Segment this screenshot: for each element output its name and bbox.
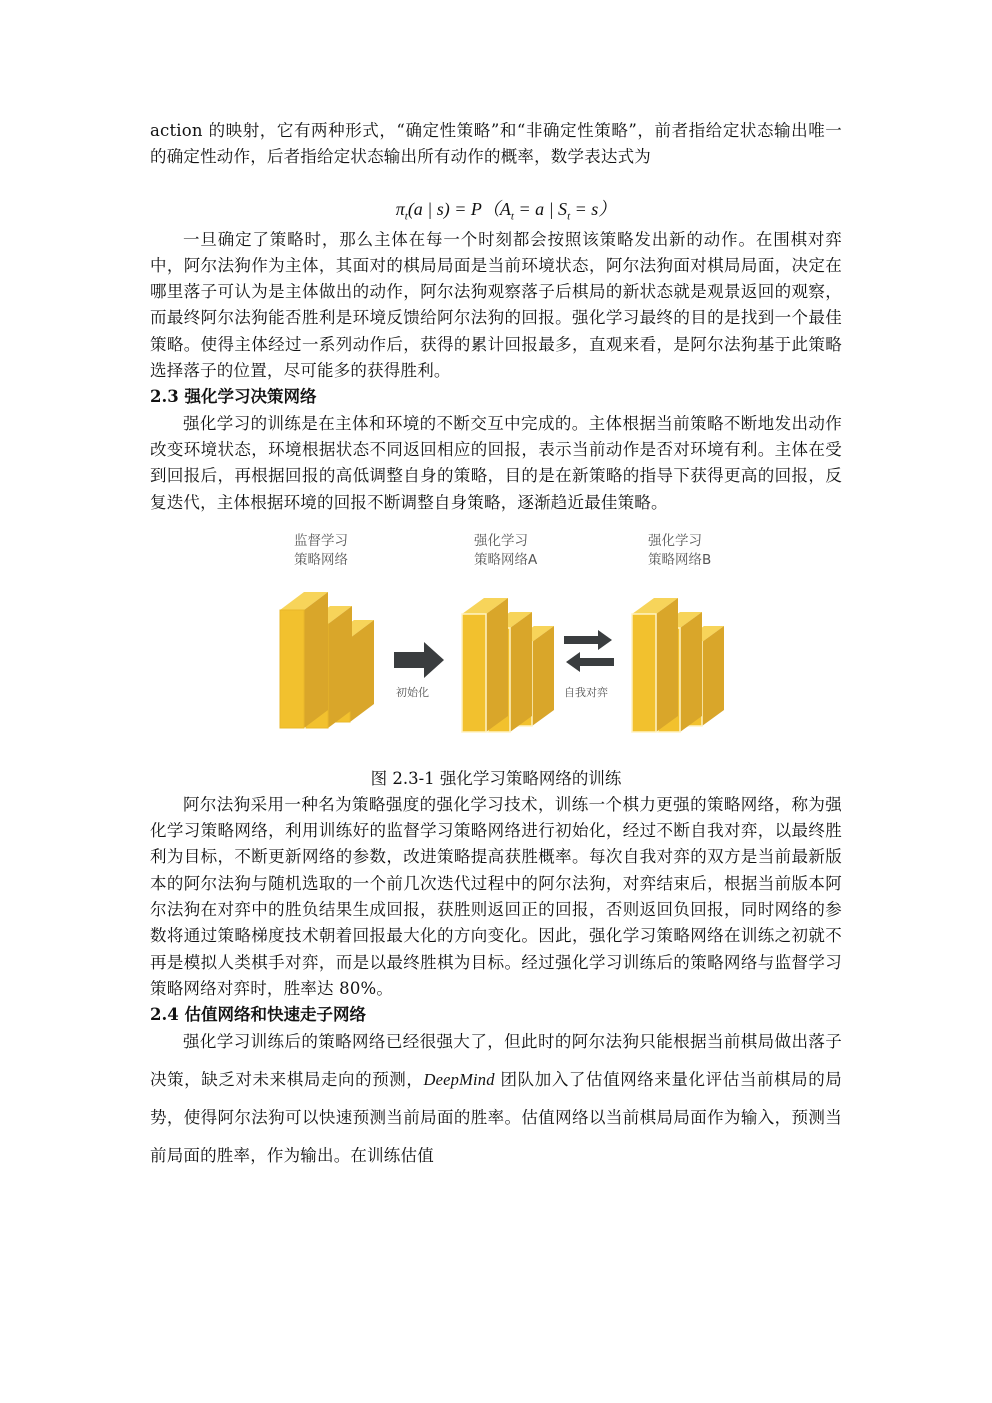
label-supervised-policy: 监督学习 策略网络 (294, 532, 348, 568)
network-block-rl-a-icon (450, 580, 570, 735)
document-page (150, 118, 842, 1175)
label-rl-policy-b: 强化学习 策略网络B (648, 532, 712, 568)
paragraph-policy-forms: action 的映射，它有两种形式，“确定性策略”和“非确定性策略”，前者指给定状态输出唯一的确定性动作，后者指给定状态输出所有动作的概率，数学表达式为 (150, 121, 842, 167)
paragraph-value-network (150, 1023, 842, 1175)
paragraph-alphago-agent: 一旦确定了策略时，那么主体在每一个时刻都会按照该策略发出新的动作。在围棋对弈中，阿尔法狗作为主体，其面对的棋局局面是当前环境状态，阿尔法狗面对棋局局面，决定在哪里落子可认为是主体做出的动作，阿尔法狗观察落子后棋局的新状态就是观景返回的观察，而最终阿尔法狗能否胜利是环境反馈给阿尔法狗的回报。强化学习最终的目的是找到一个最佳策略。使得主体经过一系列动作后，获得的累计回报最多，直观来看，是阿尔法狗基于此策略选择落子的位置，尽可能多的获得胜利。 (150, 229, 842, 381)
label-initialize: 初始化 (396, 685, 429, 699)
value-network-text-b: 团队加入了估值网络来量化评估当前棋局的局势，使得阿尔法狗可以快速预测当前局面的胜率。估值网络以当前棋局局面作为输入，预测当前局面的胜率，作为输出。在训练估值 (150, 1069, 842, 1165)
section-heading-2-4: 2.4 估值网络和快速走子网络 (150, 1005, 366, 1025)
network-block-supervised-icon (270, 580, 390, 730)
deepmind-term: DeepMind (423, 1069, 495, 1089)
label-rl-policy-a: 强化学习 策略网络A (474, 532, 538, 568)
value-network-text-a: 强化学习训练后的策略网络已经很强大了，但此时的阿尔法狗只能根据当前棋局做出落子决策，缺乏对未来棋局走向的预测， (150, 1031, 842, 1089)
label-self-play: 自我对弈 (564, 685, 608, 699)
figure-caption: 图 2.3-1 强化学习策略网络的训练 (370, 768, 622, 788)
paragraph-rl-training: 强化学习的训练是在主体和环境的不断交互中完成的。主体根据当前策略不断地发出动作改变环境状态，环境根据状态不同返回相应的回报，表示当前动作是否对环境有利。主体在受到回报后，再根据回报的高低调整自身的策略，目的是在新策略的指导下获得更高的回报，反复迭代，主体根据环境的回报不断调整自身策略，逐渐趋近最佳策略。 (150, 413, 842, 512)
figure-rl-policy-training (150, 530, 842, 762)
section-heading-2-3: 2.3 强化学习决策网络 (150, 387, 317, 407)
paragraph-policy-strength: 阿尔法狗采用一种名为策略强度的强化学习技术，训练一个棋力更强的策略网络，称为强化学习策略网络，利用训练好的监督学习策略网络进行初始化，经过不断自我对弈，以最终胜利为目标，不断更新网络的参数，改进策略提高获胜概率。每次自我对弈的双方是当前最新版本的阿尔法狗与随机选取的一个前几次迭代过程中的阿尔法狗，对弈结束后，根据当前版本阿尔法狗在对弈中的胜负结果生成回报，获胜则返回正的回报，否则返回负回报，同时网络的参数将通过策略梯度技术朝着回报最大化的方向变化。因此，强化学习策略网络在训练之初就不再是模拟人类棋手对弈，而是以最终胜棋为目标。经过强化学习训练后的策略网络与监督学习策略网络对弈时，胜率达 80%。 (150, 794, 842, 998)
arrow-right-icon (394, 642, 446, 678)
policy-equation: $\pi_t(a$ | $s) = P(A_t = a$ | $S_t = s$） (395, 198, 617, 223)
bidirectional-arrows-icon (562, 630, 616, 676)
network-block-rl-b-icon (620, 580, 740, 735)
